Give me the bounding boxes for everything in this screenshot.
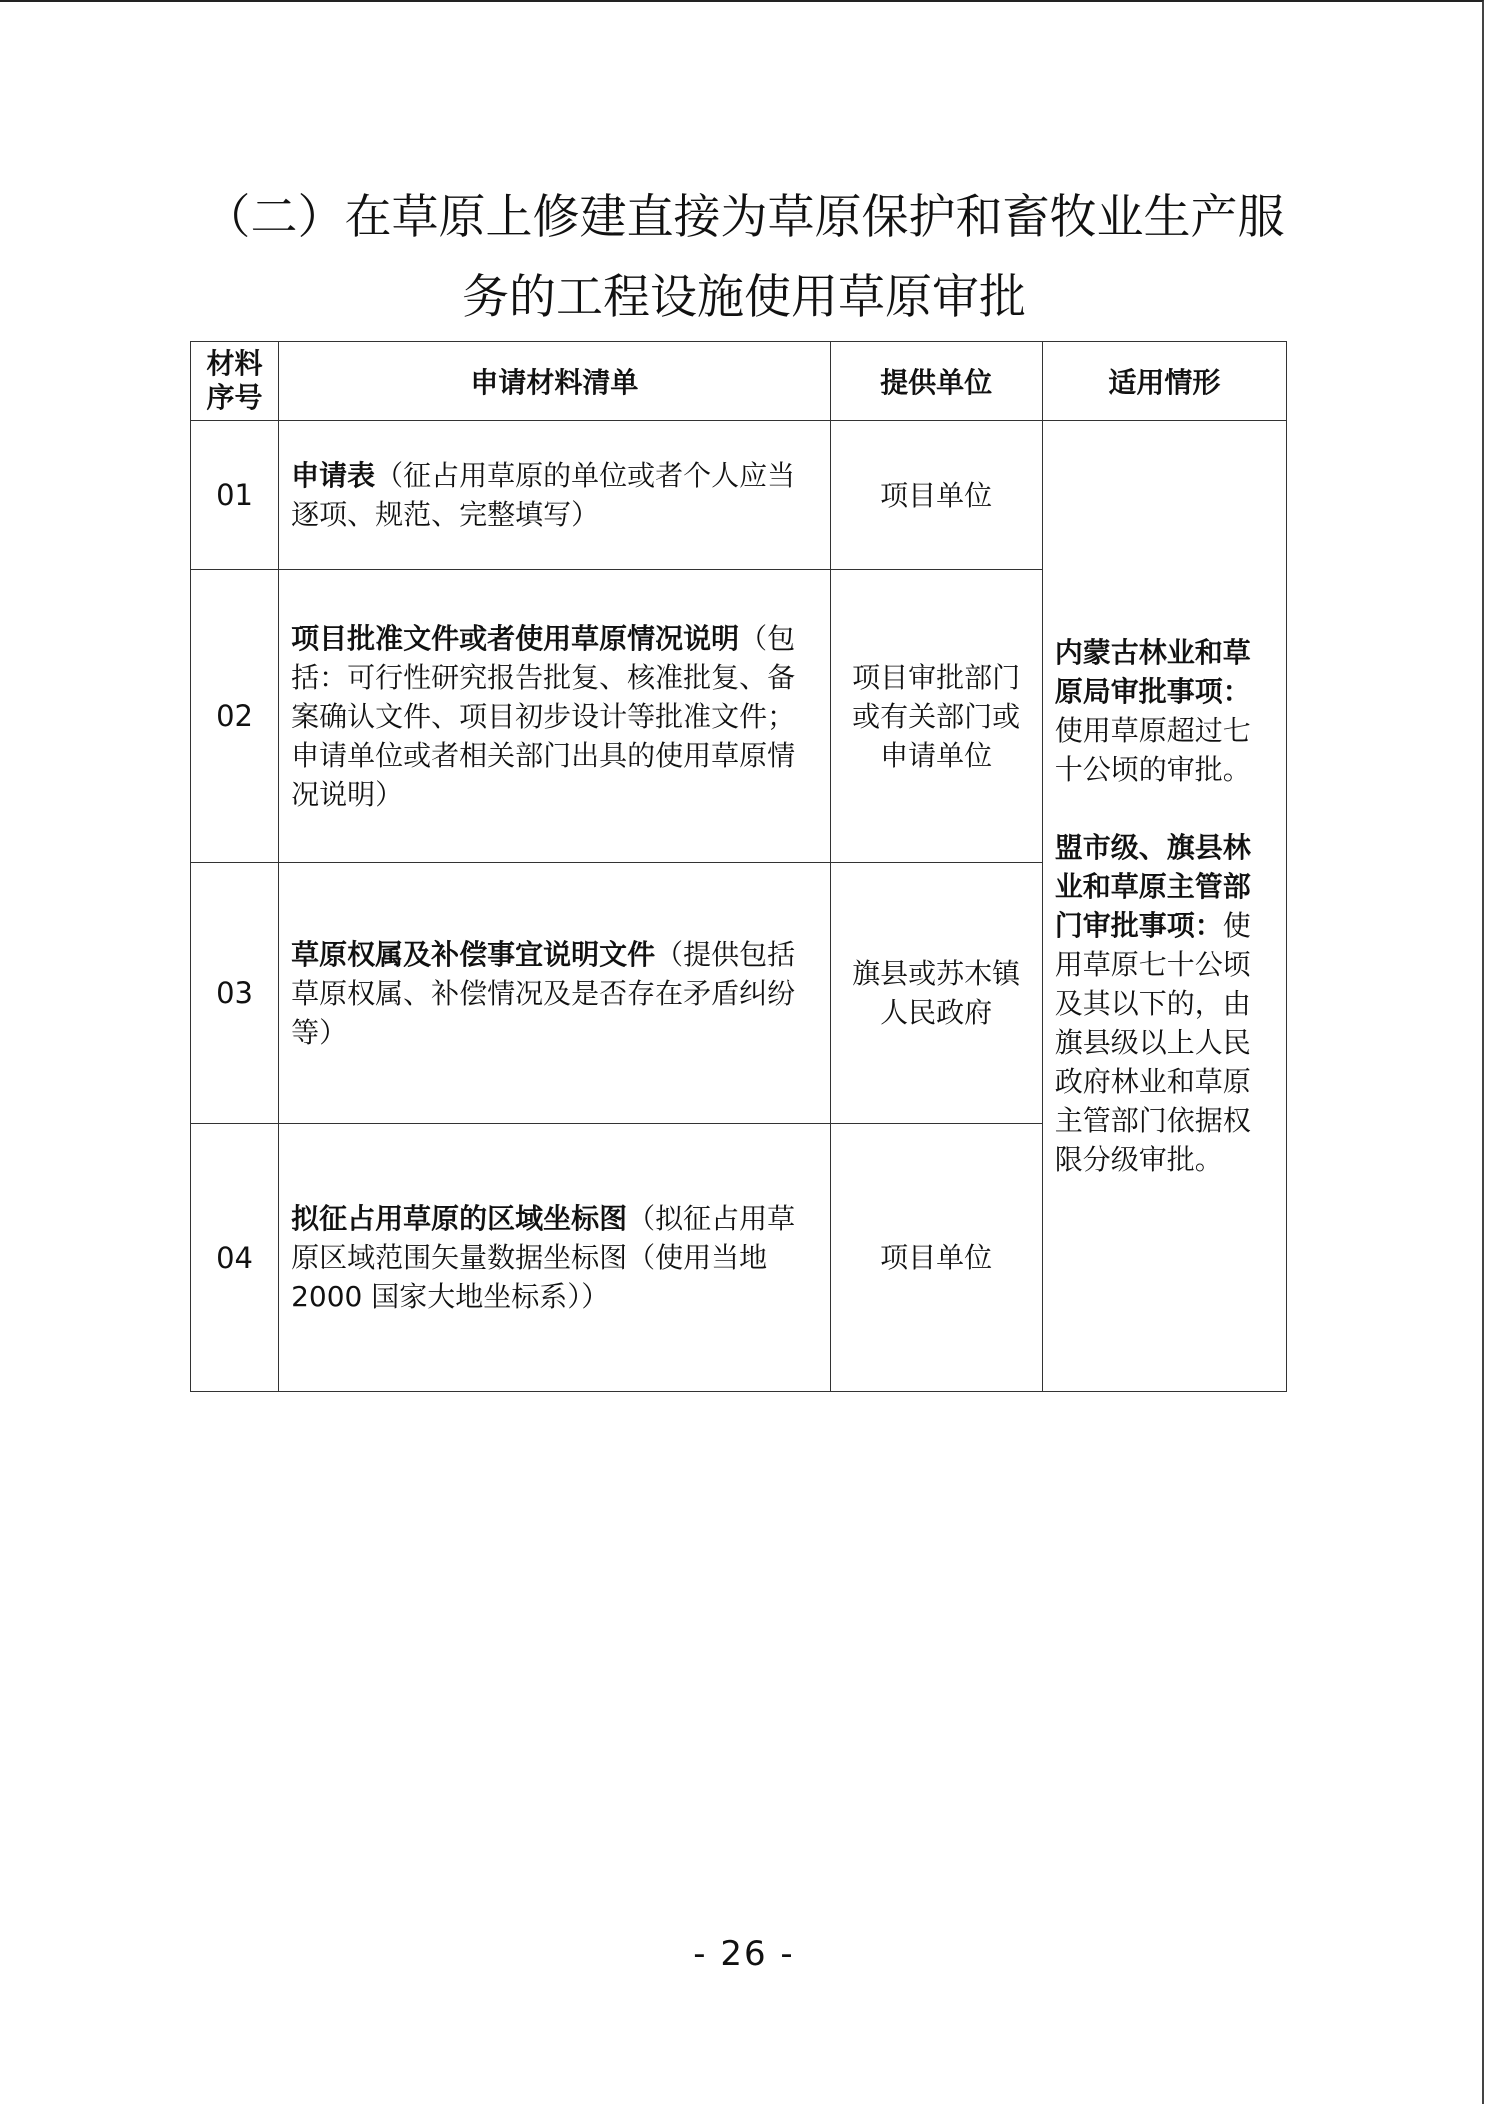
row-unit: 项目单位 (830, 1124, 1042, 1392)
page-title-line-1: （二）在草原上修建直接为草原保护和畜牧业生产服 (203, 190, 1285, 245)
case-paragraph-1 (1055, 633, 1274, 789)
row-material (279, 1124, 831, 1392)
case-1-text: 使用草原超过七十公顷的审批。 (1054, 714, 1251, 786)
page-number: - 26 - (693, 1934, 795, 1974)
case-2-heading: 盟市级、旗县林业和草原主管部门审批事项： (1054, 831, 1251, 942)
header-index-line-1: 材料 (206, 347, 263, 380)
case-1-heading: 内蒙古林业和草原局审批事项： (1054, 636, 1251, 708)
materials-table (190, 341, 1287, 1392)
row-unit: 旗县或苏木镇人民政府 (830, 863, 1042, 1124)
table-header-row (191, 342, 1287, 421)
row-material (279, 421, 831, 570)
header-index-line-2: 序号 (206, 381, 263, 414)
row-index: 04 (191, 1124, 279, 1392)
row-index: 03 (191, 863, 279, 1124)
applicable-case-cell (1042, 421, 1286, 1392)
material-title: 项目批准文件或者使用草原情况说明 (291, 621, 740, 655)
row-material (279, 863, 831, 1124)
row-index: 01 (191, 421, 279, 570)
row-unit: 项目单位 (830, 421, 1042, 570)
row-material (279, 570, 831, 863)
material-detail: （包括：可行性研究报告批复、核准批复、备案确认文件、项目初步设计等批准文件；申请单位或者相关部门出具的使用草原情况说明） (291, 621, 796, 811)
row-index: 02 (191, 570, 279, 863)
table-row (191, 421, 1287, 570)
case-paragraph-2 (1055, 828, 1274, 1179)
page-title-line-2: 务的工程设施使用草原审批 (462, 270, 1026, 325)
material-title: 草原权属及补偿事宜说明文件 (291, 937, 656, 971)
material-detail: （提供包括草原权属、补偿情况及是否存在矛盾纠纷等） (291, 937, 796, 1049)
material-detail: （拟征占用草原区域范围矢量数据坐标图（使用当地 2000 国家大地坐标系）） (291, 1202, 796, 1313)
row-unit: 项目审批部门或有关部门或申请单位 (830, 570, 1042, 863)
header-case: 适用情形 (1042, 342, 1286, 421)
header-unit: 提供单位 (830, 342, 1042, 421)
header-index (191, 342, 279, 421)
material-title: 拟征占用草原的区域坐标图 (291, 1202, 628, 1235)
header-list: 申请材料清单 (279, 342, 831, 421)
case-spacer (1055, 789, 1274, 828)
case-2-text: 使用草原七十公顷及其以下的，由旗县级以上人民政府林业和草原主管部门依据权限分级审批。 (1054, 909, 1251, 1176)
material-detail: （征占用草原的单位或者个人应当逐项、规范、完整填写） (291, 459, 796, 531)
material-title: 申请表 (291, 459, 376, 492)
